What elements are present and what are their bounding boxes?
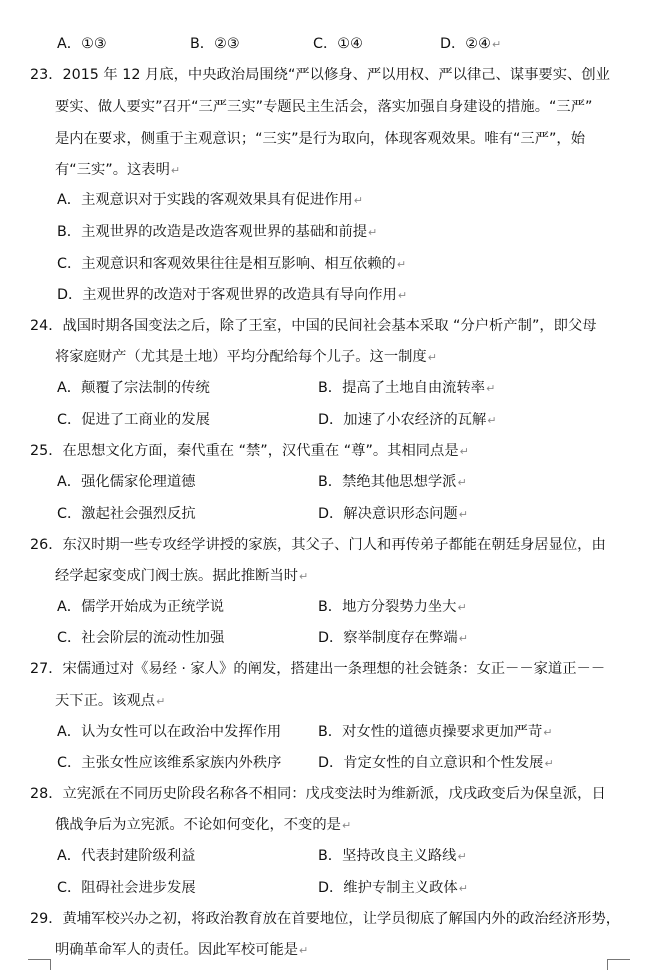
q28-option-d: D．维护专制主义政体↵: [318, 880, 468, 896]
q23-stem-line-2: 要实、做人要实”召开“三严三实”专题民主生活会，落实加强自身建设的措施。“三严”: [55, 99, 593, 115]
q27-option-a: A．认为女性可以在政治中发挥作用: [57, 724, 282, 740]
q28-option-a: A．代表封建阶级利益: [57, 848, 196, 864]
q28-stem-line-2: 俄战争后为立宪派。不论如何变化，不变的是↵: [55, 817, 352, 833]
q22-option-c: C．①④: [313, 36, 363, 52]
q23-option-a: A．主观意识对于实践的客观效果具有促进作用↵: [57, 192, 363, 208]
q23-option-d: D．主观世界的改造对于客观世界的改造具有导向作用↵: [57, 287, 408, 303]
page-corner-mark-right: [607, 959, 630, 970]
q25-option-b: B．禁绝其他思想学派↵: [318, 474, 467, 490]
q27-option-b: B．对女性的道德贞操要求更加严苛↵: [318, 724, 553, 740]
q26-stem-line-1: 26．东汉时期一些专攻经学讲授的家族，其父子、门人和再传弟子都能在朝廷身居显位，由: [30, 537, 606, 553]
q25-option-c: C．激起社会强烈反抗: [57, 506, 196, 522]
q29-stem-line-1: 29．黄埔军校兴办之初，将政治教育放在首要地位，让学员彻底了解国内外的政治经济形势，: [30, 911, 621, 927]
q26-stem-line-2: 经学起家变成门阀士族。据此推断当时↵: [55, 568, 309, 584]
q27-option-d: D．肯定女性的自立意识和个性发展↵: [318, 755, 554, 771]
q23-stem-line-1: 23．2015 年 12 月底，中央政治局围绕“严以修身、严以用权、严以律己、谋事要实、创业: [30, 67, 610, 83]
q22-option-d: D．②④↵: [440, 36, 502, 52]
question-number: 25．: [30, 443, 63, 459]
q29-stem-line-2: 明确革命军人的责任。因此军校可能是↵: [55, 942, 309, 958]
q26-option-c: C．社会阶层的流动性加强: [57, 630, 225, 646]
question-number: 26．: [30, 537, 63, 553]
q28-option-c: C．阻碍社会进步发展: [57, 880, 196, 896]
q24-option-b: B．提高了土地自由流转率↵: [318, 380, 496, 396]
q25-stem-line-1: 25．在思想文化方面，秦代重在 “禁”，汉代重在 “尊”。其相同点是↵: [30, 443, 469, 459]
q23-option-c: C．主观意识和客观效果往往是相互影响、相互依赖的↵: [57, 256, 407, 272]
q26-option-b: B．地方分裂势力坐大↵: [318, 599, 467, 615]
q27-stem-line-2: 天下正。该观点↵: [55, 693, 166, 709]
q24-option-a: A．颠覆了宗法制的传统: [57, 380, 210, 396]
q27-stem-line-1: 27．宋儒通过对《易经 · 家人》的阐发，搭建出一条理想的社会链条：女正－－家道正－－: [30, 661, 606, 677]
page-corner-mark-left: [28, 959, 51, 970]
question-number: 23．: [30, 67, 63, 83]
q26-option-d: D．察举制度存在弊端↵: [318, 630, 468, 646]
question-number: 27．: [30, 661, 63, 677]
q27-option-c: C．主张女性应该维系家族内外秩序: [57, 755, 282, 771]
question-number: 24．: [30, 318, 63, 334]
q28-stem-line-1: 28．立宪派在不同历史阶段名称各不相同：戊戌变法时为维新派，戊戌政变后为保皇派，日: [30, 786, 606, 802]
q28-option-b: B．坚持改良主义路线↵: [318, 848, 467, 864]
q23-option-b: B．主观世界的改造是改造客观世界的基础和前提↵: [57, 224, 378, 240]
q23-stem-line-3: 是内在要求，侧重于主观意识；“三实”是行为取向，体现客观效果。唯有“三严”，始: [55, 131, 586, 147]
q23-stem-line-4: 有“三实”。这表明↵: [55, 162, 181, 178]
q24-option-d: D．加速了小农经济的瓦解↵: [318, 412, 497, 428]
question-number: 29．: [30, 911, 63, 927]
q24-option-c: C．促进了工商业的发展: [57, 412, 210, 428]
q24-stem-line-1: 24．战国时期各国变法之后，除了王室，中国的民间社会基本采取 “分户析产制”，即父母: [30, 318, 597, 334]
q22-option-a: A．①③: [57, 36, 107, 52]
question-number: 28．: [30, 786, 63, 802]
q24-stem-line-2: 将家庭财产（尤其是土地）平均分配给每个儿子。这一制度↵: [55, 349, 437, 365]
q26-option-a: A．儒学开始成为正统学说: [57, 599, 225, 615]
q25-option-d: D．解决意识形态问题↵: [318, 506, 468, 522]
q22-option-b: B．②③: [190, 36, 240, 52]
q25-option-a: A．强化儒家伦理道德: [57, 474, 196, 490]
